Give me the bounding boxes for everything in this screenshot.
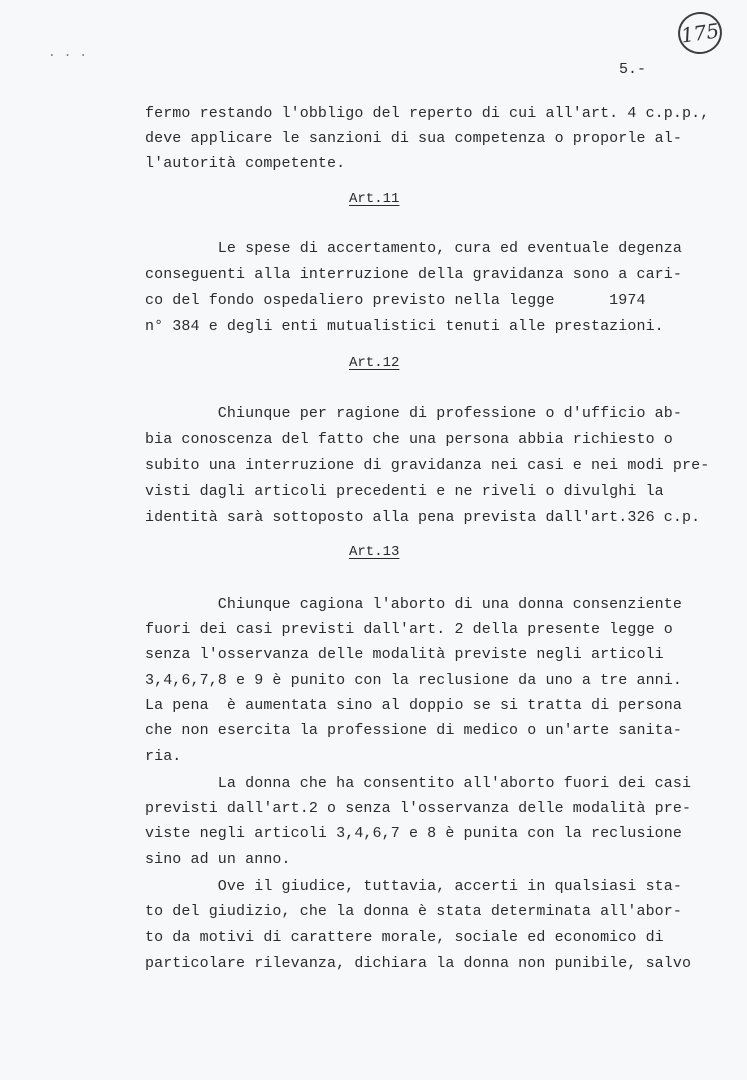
text-line: fermo restando l'obbligo del reperto di cui all'art. 4 c.p.p.,	[145, 105, 710, 122]
margin-dots: . . .	[48, 45, 88, 60]
text-line: fuori dei casi previsti dall'art. 2 della presente legge o	[145, 621, 673, 638]
text-line: identità sarà sottoposto alla pena prevista dall'art.326 c.p.	[145, 509, 701, 526]
text-line: to del giudizio, che la donna è stata determinata all'abor-	[145, 903, 682, 920]
text-line: ria.	[145, 748, 182, 765]
article-heading: Art.13	[349, 544, 400, 560]
text-line: Ove il giudice, tuttavia, accerti in qualsiasi sta-	[145, 878, 682, 895]
text-line: La donna che ha consentito all'aborto fuori dei casi	[145, 775, 692, 792]
text-line: subito una interruzione di gravidanza nei casi e nei modi pre-	[145, 457, 710, 474]
text-line: 3,4,6,7,8 e 9 è punito con la reclusione da uno a tre anni.	[145, 672, 682, 689]
text-line: Chiunque per ragione di professione o d'ufficio ab-	[145, 405, 682, 422]
text-line: senza l'osservanza delle modalità previste negli articoli	[145, 646, 664, 663]
text-line: particolare rilevanza, dichiara la donna non punibile, salvo	[145, 955, 692, 972]
article-heading: Art.11	[349, 191, 400, 207]
text-line: bia conoscenza del fatto che una persona abbia richiesto o	[145, 431, 673, 448]
text-line: visti dagli articoli precedenti e ne riveli o divulghi la	[145, 483, 664, 500]
text-line: La pena è aumentata sino al doppio se si tratta di persona	[145, 697, 682, 714]
text-line: deve applicare le sanzioni di sua competenza o proporle al-	[145, 130, 682, 147]
text-line: che non esercita la professione di medico o un'arte sanita-	[145, 722, 682, 739]
text-line: previsti dall'art.2 o senza l'osservanza delle modalità pre-	[145, 800, 692, 817]
text-line: Chiunque cagiona l'aborto di una donna consenziente	[145, 596, 682, 613]
text-line: n° 384 e degli enti mutualistici tenuti alle prestazioni.	[145, 318, 664, 335]
page-stamp: 175	[675, 9, 724, 57]
text-line: conseguenti alla interruzione della gravidanza sono a cari-	[145, 266, 682, 283]
text-line: co del fondo ospedaliero previsto nella legge 1974	[145, 292, 646, 309]
text-line: sino ad un anno.	[145, 851, 291, 868]
article-heading: Art.12	[349, 355, 400, 371]
page-number: 5.-	[619, 61, 647, 78]
text-line: Le spese di accertamento, cura ed eventuale degenza	[145, 240, 682, 257]
text-line: viste negli articoli 3,4,6,7 e 8 è punita con la reclusione	[145, 825, 682, 842]
text-line: to da motivi di carattere morale, sociale ed economico di	[145, 929, 664, 946]
text-line: l'autorità competente.	[145, 155, 346, 172]
